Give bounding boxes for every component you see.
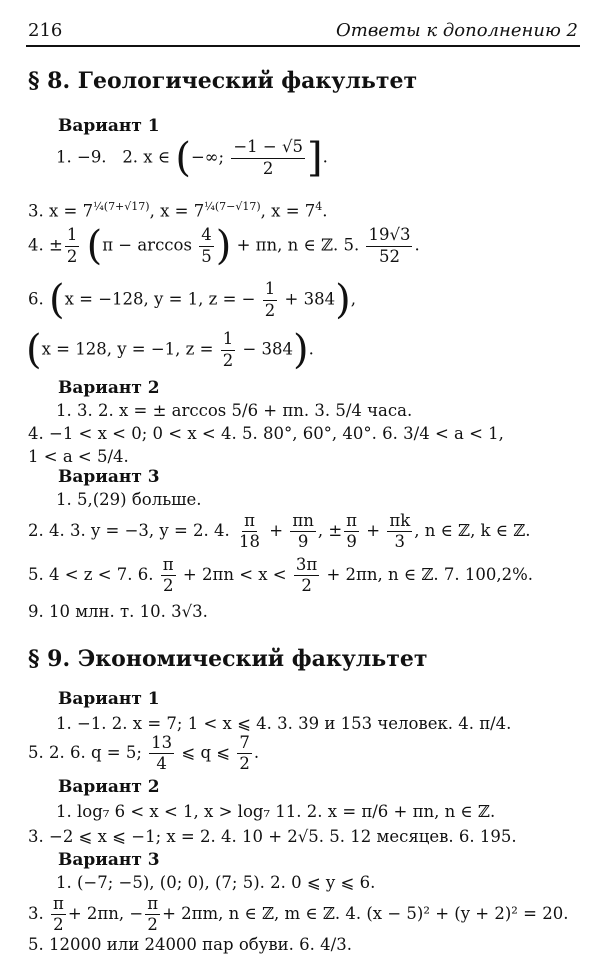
s9-v3-line-3: 5. 12000 или 24000 пар обуви. 6. 4/3. xyxy=(28,935,352,954)
open-paren: ( xyxy=(175,135,191,181)
numerator: π xyxy=(161,556,176,576)
s8-v3-line-1: 1. 5,(29) больше. xyxy=(56,490,202,509)
numerator: 1 xyxy=(65,226,80,246)
exponent: 4 xyxy=(315,200,323,213)
fraction xyxy=(161,556,176,595)
answer-text: 6. xyxy=(28,289,44,309)
close-paren: ) xyxy=(293,327,309,373)
denominator: 18 xyxy=(239,532,261,552)
s8-variant-3-label: Вариант 3 xyxy=(58,467,160,487)
s9-v2-line-1: 1. log₇ 6 < x < 1, x > log₇ 11. 2. x = π/6 + πn, n ∈ ℤ. xyxy=(56,802,496,821)
s8-v1-line-1 xyxy=(56,135,328,181)
fraction xyxy=(237,512,262,551)
answer-text: + πn, n ∈ ℤ. 5. xyxy=(236,235,360,255)
open-paren: ( xyxy=(86,223,103,269)
s8-v2-line-1: 1. 3. 2. x = ± arccos 5/6 + πn. 3. 5/4 часа. xyxy=(56,401,413,420)
numerator: πn xyxy=(290,512,315,532)
fraction xyxy=(199,226,214,265)
numerator: π xyxy=(344,512,359,532)
denominator: 2 xyxy=(66,246,78,266)
close-bracket: ] xyxy=(306,135,323,181)
denominator: 52 xyxy=(378,246,400,266)
s9-v2-line-2: 3. −2 ⩽ x ⩽ −1; x = 2. 4. 10 + 2√5. 5. 12 месяцев. 6. 195. xyxy=(28,827,517,846)
answer-text: x = −128, y = 1, z = − xyxy=(64,289,256,309)
answer-text: + 2πn, − xyxy=(67,904,144,924)
numerator: πk xyxy=(387,512,412,532)
section-9-title: § 9. Экономический факультет xyxy=(28,646,428,672)
answer-text: 4. ± xyxy=(28,235,63,255)
fraction xyxy=(237,734,252,773)
s8-variant-2-label: Вариант 2 xyxy=(58,378,160,398)
answer-text: , x = 7 xyxy=(260,201,316,221)
s9-variant-3-label: Вариант 3 xyxy=(58,850,160,870)
s8-v2-line-3: 1 < a < 5/4. xyxy=(28,447,129,466)
answer-text: 5. 4 < z < 7. 6. xyxy=(28,565,154,585)
close-paren: ) xyxy=(335,277,351,323)
denominator: 2 xyxy=(301,576,312,596)
answer-text: + xyxy=(366,521,381,541)
answer-text: . xyxy=(322,147,328,167)
denominator: 2 xyxy=(264,300,276,320)
numerator: π xyxy=(242,512,257,532)
exponent: ¼(7−√17) xyxy=(204,200,261,213)
denominator: 3 xyxy=(394,532,406,552)
answer-text: 2. 4. 3. y = −3, y = 2. 4. xyxy=(28,521,230,541)
s9-variant-2-label: Вариант 2 xyxy=(58,777,160,797)
exponent: ¼(7+√17) xyxy=(93,200,150,213)
s8-v1-line-4 xyxy=(28,223,420,269)
answer-text: . xyxy=(253,743,260,763)
close-paren: ) xyxy=(215,223,232,269)
denominator: 2 xyxy=(222,350,234,370)
numerator: π xyxy=(145,895,160,915)
answer-text: , ± xyxy=(317,521,343,541)
open-paren: ( xyxy=(49,277,65,323)
denominator: 2 xyxy=(53,915,64,935)
s8-v3-line-3 xyxy=(28,556,533,595)
fraction xyxy=(366,226,412,265)
answer-text: 3. x = 7 xyxy=(28,201,94,221)
numerator: 4 xyxy=(199,226,214,246)
numerator: 1 xyxy=(221,330,236,350)
denominator: 2 xyxy=(262,158,274,178)
denominator: 9 xyxy=(346,532,357,552)
fraction xyxy=(145,895,160,934)
open-paren: ( xyxy=(26,327,42,373)
fraction xyxy=(51,895,66,934)
s9-variant-1-label: Вариант 1 xyxy=(58,689,160,709)
s9-v3-line-1: 1. (−7; −5), (0; 0), (7; 5). 2. 0 ⩽ y ⩽ 6. xyxy=(56,873,376,892)
fraction xyxy=(344,512,359,551)
answer-text: . xyxy=(322,201,328,221)
answer-text: −∞; xyxy=(190,147,225,167)
denominator: 4 xyxy=(156,754,167,774)
s8-v1-line-3 xyxy=(28,200,328,221)
answer-text: 5. 2. 6. q = 5; xyxy=(28,743,142,763)
s9-v1-line-2 xyxy=(28,734,259,773)
answer-text: π − arccos xyxy=(102,235,192,255)
s9-v3-line-2 xyxy=(28,895,568,934)
numerator: 7 xyxy=(237,734,252,754)
numerator: 13 xyxy=(149,734,174,754)
answer-text: . xyxy=(308,339,314,359)
fraction xyxy=(221,330,236,369)
answer-text: + 384 xyxy=(284,289,336,309)
section-8-title: § 8. Геологический факультет xyxy=(28,68,418,94)
denominator: 2 xyxy=(239,754,250,774)
s9-v1-line-1: 1. −1. 2. x = 7; 1 < x ⩽ 4. 3. 39 и 153 человек. 4. π/4. xyxy=(56,714,512,733)
answer-text: 2. x ∈ xyxy=(122,147,171,167)
s8-v1-line-7 xyxy=(26,327,314,373)
numerator: 19√3 xyxy=(366,226,412,246)
fraction xyxy=(387,512,412,551)
answer-text: 3. xyxy=(28,904,44,924)
answer-text: , xyxy=(350,289,356,309)
s8-v3-line-4: 9. 10 млн. т. 10. 3√3. xyxy=(28,602,208,621)
fraction xyxy=(294,556,319,595)
answer-text: + 2πm, n ∈ ℤ, m ∈ ℤ. 4. (x − 5)² + (y + 2)² = 20. xyxy=(162,904,569,924)
running-title: Ответы к дополнению 2 xyxy=(336,20,578,41)
page-number: 216 xyxy=(28,20,63,41)
numerator: π xyxy=(51,895,66,915)
answer-text: + 2πn < x < xyxy=(182,565,287,585)
s8-v3-line-2 xyxy=(28,512,531,551)
fraction xyxy=(290,512,315,551)
s8-v1-line-6 xyxy=(28,277,356,323)
answer-text: x = 128, y = −1, z = xyxy=(41,339,214,359)
numerator: 3π xyxy=(294,556,319,576)
numerator: −1 − √5 xyxy=(231,138,305,158)
fraction xyxy=(231,138,305,177)
fraction xyxy=(263,280,278,319)
answer-text: 1. −9. xyxy=(56,147,107,167)
answer-text: . xyxy=(414,235,420,255)
s8-v2-line-2: 4. −1 < x < 0; 0 < x < 4. 5. 80°, 60°, 40°. 6. 3/4 < a < 1, xyxy=(28,424,504,443)
answer-text: + xyxy=(269,521,284,541)
fraction xyxy=(149,734,174,773)
denominator: 5 xyxy=(201,246,212,266)
header-rule xyxy=(26,45,580,47)
fraction xyxy=(65,226,80,265)
denominator: 2 xyxy=(147,915,158,935)
answer-text: ⩽ q ⩽ xyxy=(181,743,231,763)
denominator: 2 xyxy=(162,576,174,596)
answer-text: , n ∈ ℤ, k ∈ ℤ. xyxy=(414,521,531,541)
s8-variant-1-label: Вариант 1 xyxy=(58,116,160,136)
numerator: 1 xyxy=(263,280,278,300)
answer-text: + 2πn, n ∈ ℤ. 7. 100,2%. xyxy=(326,565,534,585)
answer-text: − 384 xyxy=(242,339,294,359)
denominator: 9 xyxy=(297,532,309,552)
answer-text: , x = 7 xyxy=(149,201,205,221)
